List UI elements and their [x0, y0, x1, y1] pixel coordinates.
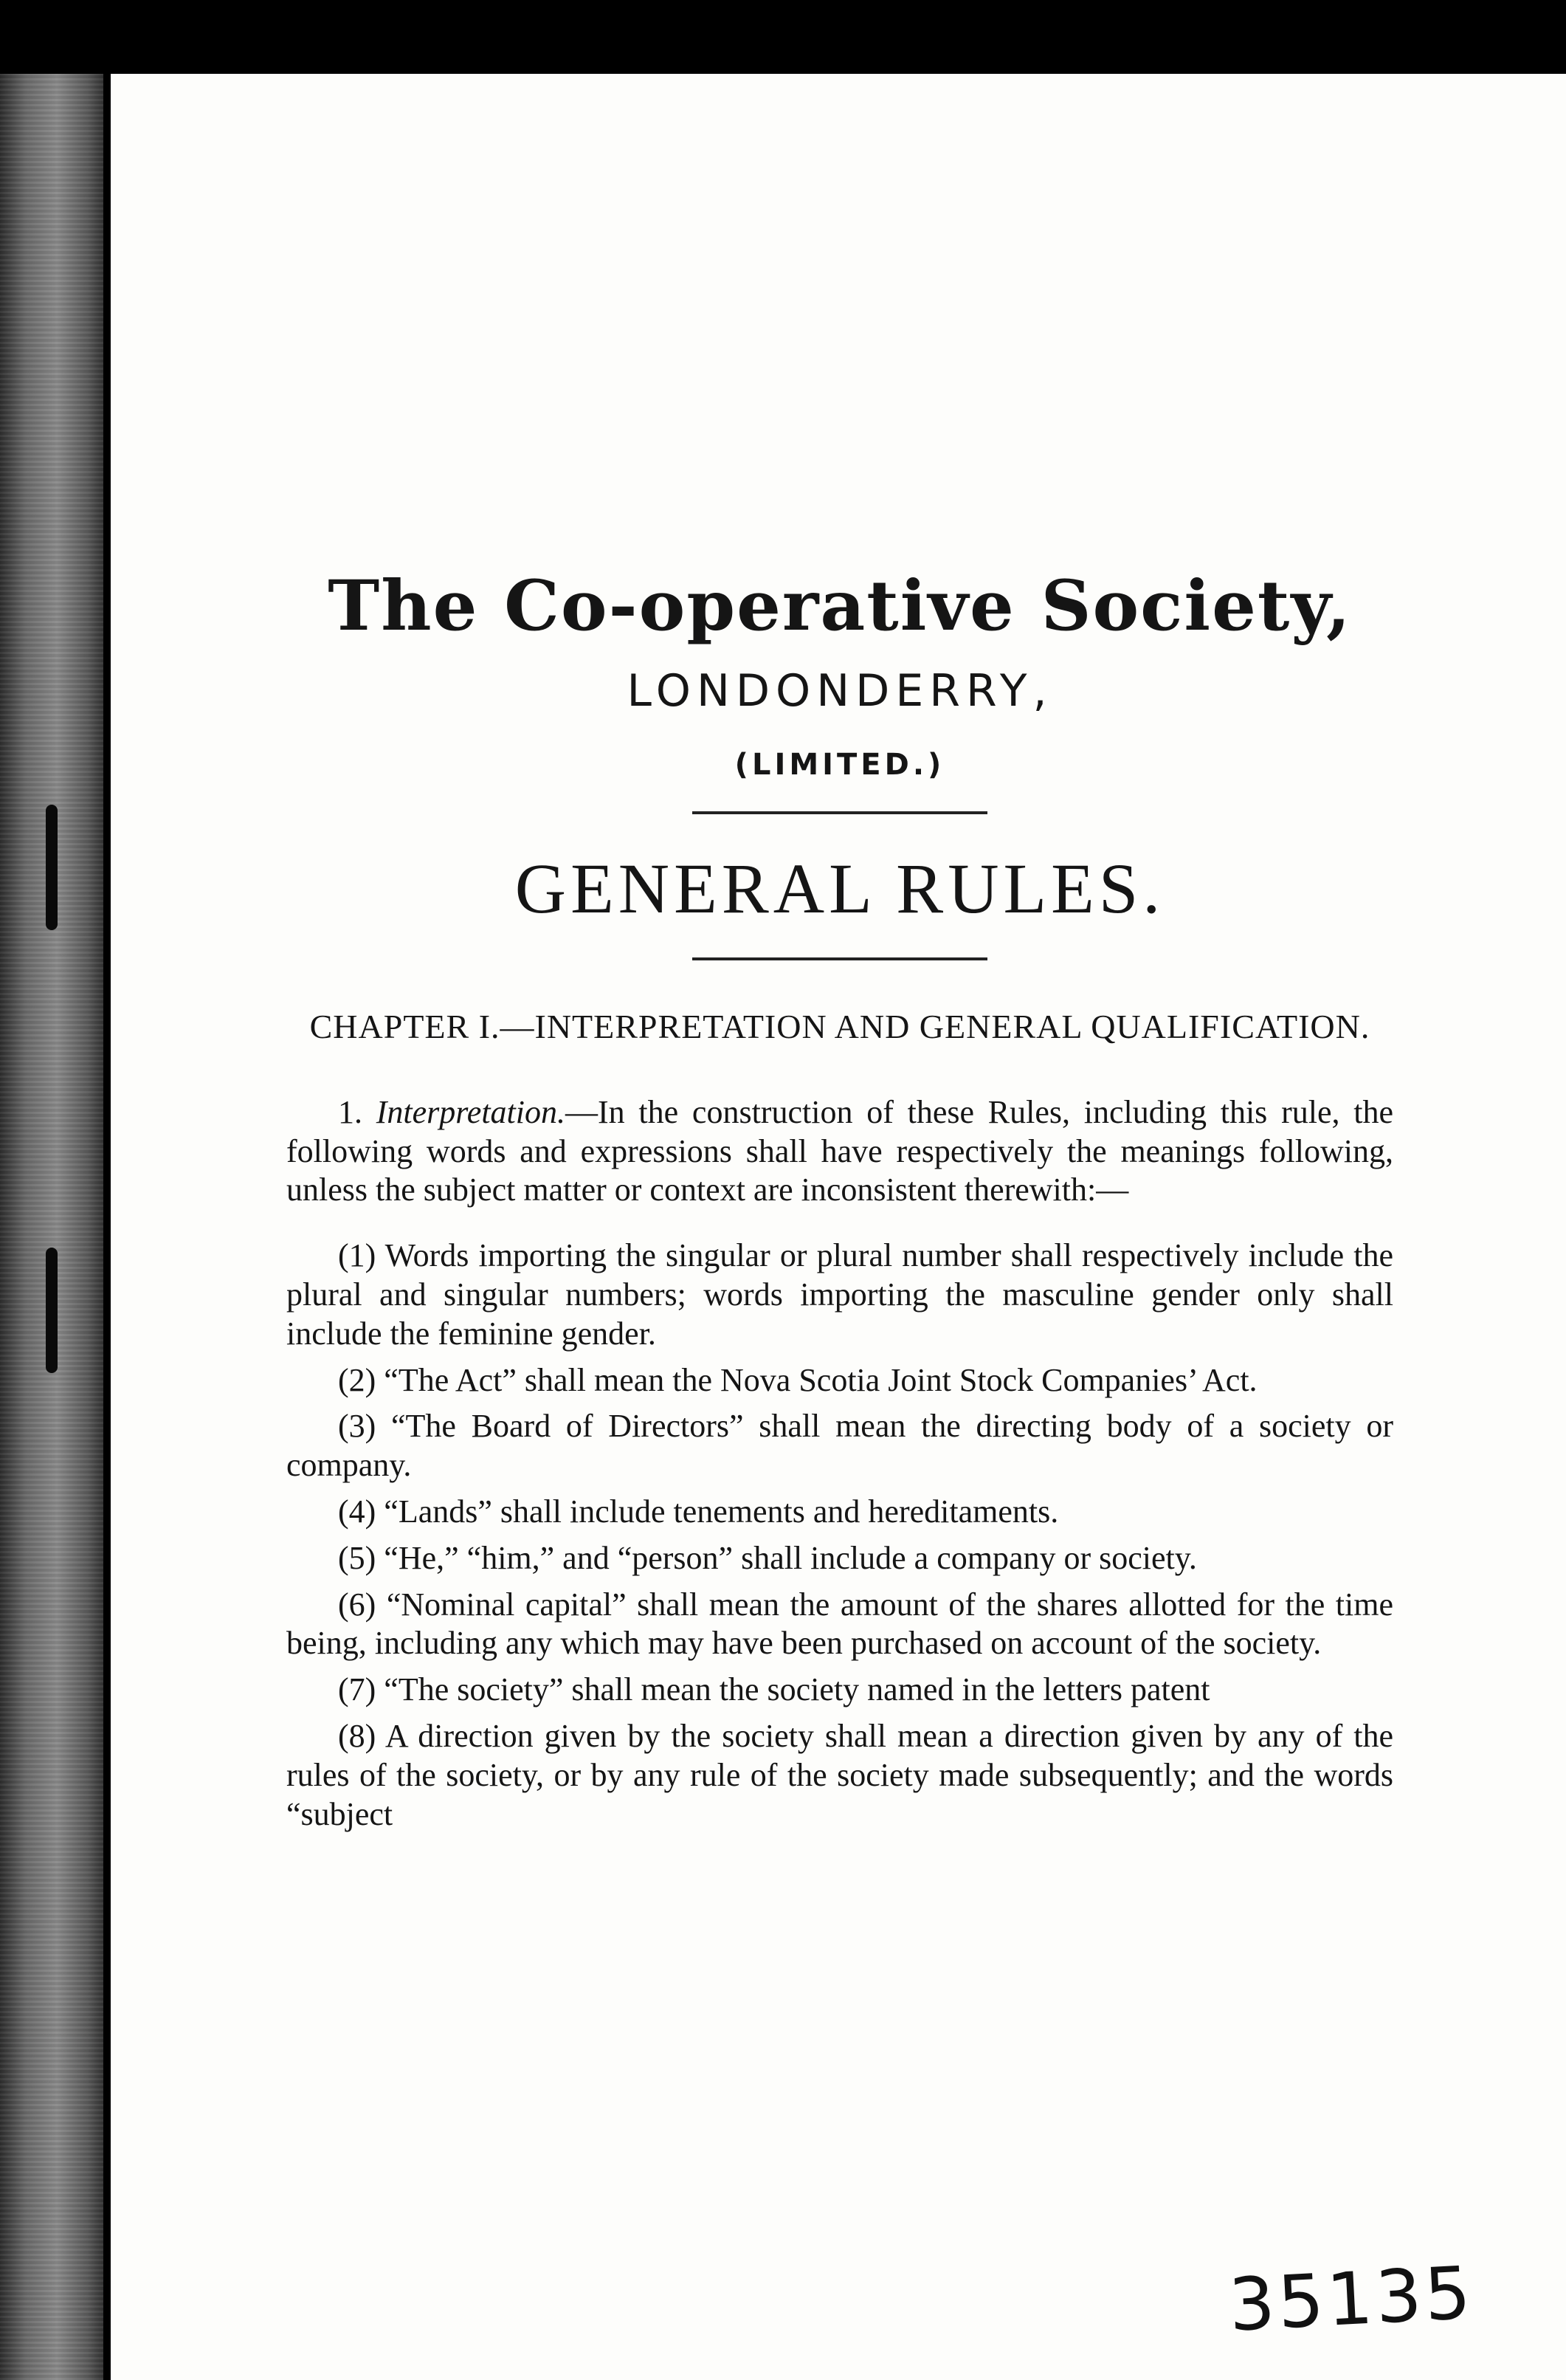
document-page [111, 74, 1566, 2380]
definition-item: (8) A direction given by the society shall mean a direction given by any of the rules of the society, or by any rule of the society made subsequently; and the words “subject [286, 1717, 1393, 1832]
divider-bottom [692, 957, 987, 960]
definition-item: (6) “Nominal capital” shall mean the amount of the shares allotted for the time being, including any which may have been purchased on account of the society. [286, 1586, 1393, 1662]
definition-item: (1) Words importing the singular or plural number shall respectively include the plural and singular numbers; words importing the masculine gender only shall include the feminine gender. [286, 1237, 1393, 1352]
rule-1-paragraph [286, 1093, 1393, 1210]
divider-top [692, 811, 987, 814]
definition-item: (3) “The Board of Directors” shall mean the directing body of a society or company. [286, 1408, 1393, 1484]
definition-item: (5) “He,” “him,” and “person” shall include a company or society. [338, 1539, 1197, 1576]
binding-spine [0, 74, 103, 2380]
handwritten-number: 35135 [1227, 2251, 1476, 2348]
definition-item: (2) “The Act” shall mean the Nova Scotia Joint Stock Companies’ Act. [338, 1361, 1258, 1398]
section-heading: GENERAL RULES. [514, 849, 1165, 929]
binding-stitch [46, 1248, 58, 1373]
page-content [286, 495, 1393, 1834]
document-title: The Co-operative Society, [328, 565, 1352, 647]
definition-item: (7) “The society” shall mean the society named in the letters patent [338, 1671, 1210, 1708]
binding-stitch [46, 805, 58, 930]
rule-text: —In the construction of these Rules, including this rule, the following words and expressions shall have respectively the meanings following, unless the subject matter or context are inconsistent therewith:— [286, 1093, 1393, 1208]
rule-number: 1. [338, 1093, 362, 1130]
rule-label: Interpretation. [376, 1093, 565, 1130]
definition-item: (4) “Lands” shall include tenements and hereditaments. [338, 1493, 1059, 1530]
limited-label: (LIMITED.) [734, 748, 945, 783]
chapter-title: CHAPTER I.—INTERPRETATION AND GENERAL QUALIFICATION. [309, 1007, 1370, 1045]
society-city: LONDONDERRY, [627, 665, 1053, 718]
